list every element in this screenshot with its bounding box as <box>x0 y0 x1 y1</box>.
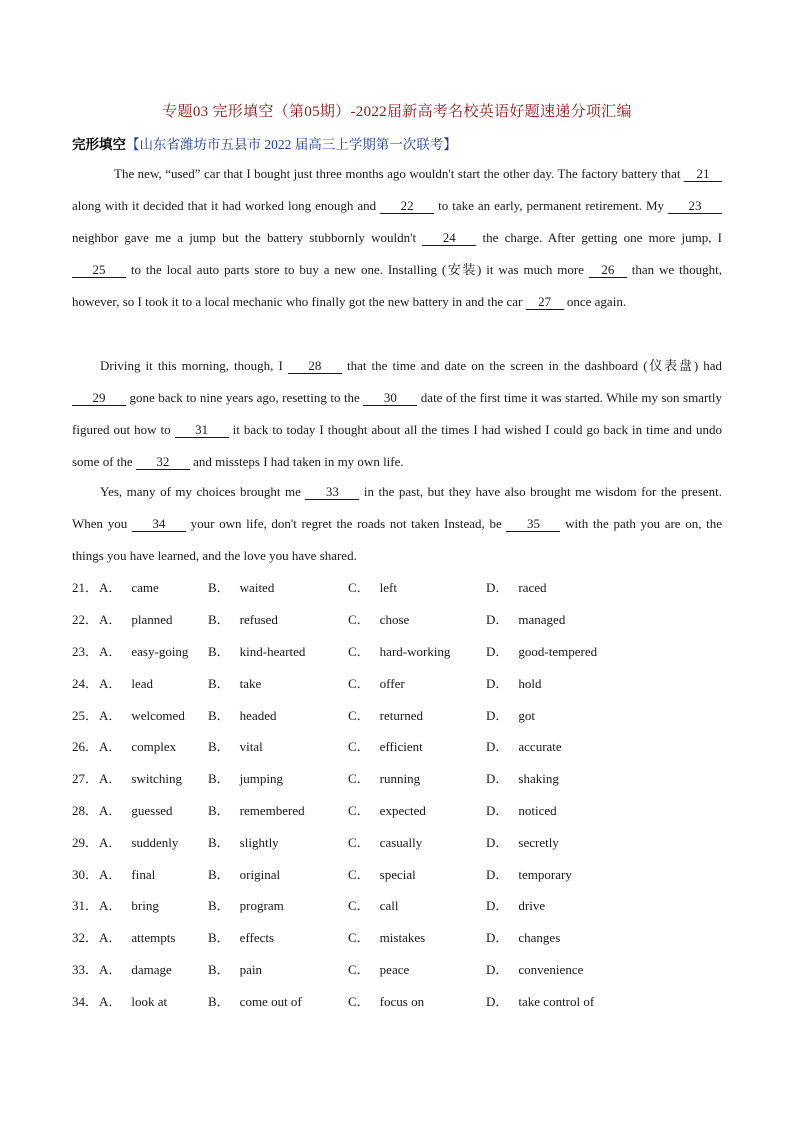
option-text: peace <box>379 961 410 977</box>
option-letter: B． <box>208 898 230 914</box>
option-letter: A． <box>99 675 122 691</box>
option-text: slightly <box>239 834 279 850</box>
option-letter: C． <box>348 580 370 596</box>
question-row <box>72 730 732 762</box>
blank-23: 23 <box>668 199 722 214</box>
option-letter: B． <box>208 961 230 977</box>
question-row <box>72 698 732 730</box>
question-row <box>72 666 732 698</box>
option-c <box>348 609 486 628</box>
option-c <box>348 768 486 787</box>
option-text: lead <box>131 675 154 691</box>
option-text: shaking <box>518 771 559 787</box>
option-letter: A． <box>99 612 122 628</box>
option-b <box>208 673 348 692</box>
blank-22: 22 <box>380 199 434 214</box>
option-text: vital <box>239 739 263 755</box>
option-letter: B． <box>208 993 230 1009</box>
option-text: original <box>239 866 281 882</box>
question-number: 23． <box>72 643 99 659</box>
option-letter: C． <box>348 612 370 628</box>
passage-text: with the path you are on, the things you have learned, and the love you have shared. <box>72 516 723 563</box>
option-text: convenience <box>518 961 584 977</box>
question-number: 21． <box>72 580 99 596</box>
option-text: noticed <box>518 802 557 818</box>
option-letter: C． <box>348 898 370 914</box>
option-text: welcomed <box>131 707 185 723</box>
option-text: got <box>518 707 536 723</box>
passage-paragraph-3 <box>72 476 722 572</box>
option-text: switching <box>131 771 182 787</box>
option-text: pain <box>239 961 263 977</box>
blank-35: 35 <box>506 517 560 532</box>
option-text: jumping <box>239 771 284 787</box>
option-d <box>486 705 686 724</box>
option-a <box>99 895 208 914</box>
option-letter: C． <box>348 739 370 755</box>
option-text: waited <box>239 580 275 596</box>
option-letter: C． <box>348 802 370 818</box>
option-c <box>348 895 486 914</box>
option-text: suddenly <box>131 834 179 850</box>
question-row <box>72 635 732 667</box>
option-a <box>99 991 208 1010</box>
option-text: complex <box>131 739 177 755</box>
option-letter: D． <box>486 993 509 1009</box>
option-letter: A． <box>99 707 122 723</box>
option-text: offer <box>379 675 405 691</box>
option-letter: B． <box>208 612 230 628</box>
option-letter: B． <box>208 739 230 755</box>
option-d <box>486 895 686 914</box>
option-a <box>99 577 208 596</box>
question-number: 22． <box>72 612 99 628</box>
question-row <box>72 857 732 889</box>
passage-text: than we thought, however, so I took it to a local mechanic who finally got the new battery in and the car <box>72 262 723 309</box>
option-a <box>99 832 208 851</box>
option-letter: A． <box>99 643 122 659</box>
question-row <box>72 825 732 857</box>
question-number: 27． <box>72 771 99 787</box>
option-text: running <box>379 771 421 787</box>
option-letter: D． <box>486 739 509 755</box>
option-letter: A． <box>99 961 122 977</box>
option-d <box>486 927 686 946</box>
passage-text: neighbor gave me a jump but the battery stubbornly wouldn't <box>72 230 417 245</box>
option-letter: D． <box>486 802 509 818</box>
option-text: attempts <box>131 930 176 946</box>
option-letter: D． <box>486 771 509 787</box>
option-letter: A． <box>99 580 122 596</box>
option-b <box>208 800 348 819</box>
option-text: focus on <box>379 993 425 1009</box>
option-letter: A． <box>99 802 122 818</box>
passage-text: The new, “used” car that I bought just three months ago wouldn't start the other day. The factory battery that <box>114 166 681 181</box>
question-row <box>72 571 732 603</box>
question-number: 25． <box>72 707 99 723</box>
option-text: easy-going <box>131 643 189 659</box>
option-letter: C． <box>348 707 370 723</box>
passage-text: to take an early, permanent retirement. My <box>438 198 665 213</box>
option-letter: C． <box>348 771 370 787</box>
passage-text: along with it decided that it had worked long enough and <box>72 198 377 213</box>
option-text: left <box>379 580 397 596</box>
question-number: 33． <box>72 961 99 977</box>
option-letter: D． <box>486 580 509 596</box>
option-c <box>348 705 486 724</box>
blank-27: 27 <box>526 295 564 310</box>
option-text: take <box>239 675 262 691</box>
option-text: bring <box>131 898 159 914</box>
option-d <box>486 800 686 819</box>
option-text: temporary <box>518 866 572 882</box>
option-letter: D． <box>486 612 509 628</box>
question-row <box>72 762 732 794</box>
option-text: come out of <box>239 993 302 1009</box>
option-text: raced <box>518 580 547 596</box>
question-number: 31． <box>72 898 99 914</box>
option-letter: A． <box>99 930 122 946</box>
option-letter: B． <box>208 771 230 787</box>
option-a <box>99 673 208 692</box>
option-text: changes <box>518 930 561 946</box>
option-c <box>348 641 486 660</box>
passage-text: it back to today I thought about all the times I had wished I could go back in time and undo some of the <box>72 422 723 469</box>
option-d <box>486 577 686 596</box>
section-header <box>72 133 457 153</box>
question-number: 29． <box>72 834 99 850</box>
option-c <box>348 991 486 1010</box>
option-letter: B． <box>208 707 230 723</box>
question-number: 30． <box>72 866 99 882</box>
option-b <box>208 768 348 787</box>
option-text: special <box>379 866 416 882</box>
option-text: casually <box>379 834 423 850</box>
option-d <box>486 864 686 883</box>
option-a <box>99 736 208 755</box>
option-text: secretly <box>518 834 559 850</box>
option-letter: B． <box>208 802 230 818</box>
option-a <box>99 800 208 819</box>
passage-paragraph-2 <box>72 350 722 478</box>
option-text: program <box>239 898 284 914</box>
option-b <box>208 641 348 660</box>
option-letter: D． <box>486 643 509 659</box>
option-a <box>99 609 208 628</box>
blank-21: 21 <box>684 167 722 182</box>
option-text: good-tempered <box>518 643 598 659</box>
option-text: drive <box>518 898 546 914</box>
question-row <box>72 984 732 1016</box>
passage-text: your own life, don't regret the roads not taken Instead, be <box>190 516 502 531</box>
option-b <box>208 577 348 596</box>
option-text: planned <box>131 612 173 628</box>
question-row <box>72 889 732 921</box>
option-text: managed <box>518 612 566 628</box>
option-letter: D． <box>486 834 509 850</box>
option-letter: A． <box>99 739 122 755</box>
option-letter: D． <box>486 930 509 946</box>
blank-28: 28 <box>288 359 342 374</box>
passage-text: date of the first time it was started. While my son smartly figured out how to <box>72 390 723 437</box>
option-text: accurate <box>518 739 562 755</box>
exam-source: 【山东省潍坊市五县市 2022 届高三上学期第一次联考】 <box>126 137 457 152</box>
option-text: mistakes <box>379 930 426 946</box>
option-text: hold <box>518 675 542 691</box>
option-c <box>348 736 486 755</box>
option-a <box>99 959 208 978</box>
option-letter: C． <box>348 866 370 882</box>
option-letter: D． <box>486 675 509 691</box>
option-c <box>348 800 486 819</box>
option-d <box>486 673 686 692</box>
question-row <box>72 921 732 953</box>
passage-text: Yes, many of my choices brought me <box>100 484 301 499</box>
option-letter: C． <box>348 930 370 946</box>
option-b <box>208 609 348 628</box>
option-text: efficient <box>379 739 423 755</box>
option-a <box>99 705 208 724</box>
option-text: kind-hearted <box>239 643 306 659</box>
option-letter: C． <box>348 961 370 977</box>
blank-24: 24 <box>422 231 476 246</box>
option-letter: D． <box>486 898 509 914</box>
option-text: chose <box>379 612 410 628</box>
option-a <box>99 864 208 883</box>
option-letter: B． <box>208 643 230 659</box>
option-letter: B． <box>208 580 230 596</box>
option-letter: A． <box>99 993 122 1009</box>
option-letter: C． <box>348 834 370 850</box>
option-text: expected <box>379 802 426 818</box>
option-b <box>208 895 348 914</box>
answer-options <box>72 571 732 1016</box>
passage-text: once again. <box>566 294 627 309</box>
option-letter: B． <box>208 866 230 882</box>
option-c <box>348 927 486 946</box>
option-letter: B． <box>208 675 230 691</box>
option-b <box>208 736 348 755</box>
option-letter: A． <box>99 898 122 914</box>
question-number: 34． <box>72 993 99 1009</box>
question-row <box>72 794 732 826</box>
option-d <box>486 768 686 787</box>
option-text: call <box>379 898 399 914</box>
option-letter: C． <box>348 643 370 659</box>
option-text: headed <box>239 707 277 723</box>
option-text: damage <box>131 961 172 977</box>
passage-text: and missteps I had taken in my own life. <box>193 454 404 469</box>
option-letter: B． <box>208 834 230 850</box>
option-letter: D． <box>486 707 509 723</box>
question-number: 28． <box>72 802 99 818</box>
document-title: 专题03 完形填空（第05期）-2022届新高考名校英语好题速递分项汇编 <box>162 104 632 120</box>
blank-34: 34 <box>132 517 186 532</box>
option-b <box>208 959 348 978</box>
question-row <box>72 603 732 635</box>
option-d <box>486 959 686 978</box>
section-label: 完形填空 <box>72 137 126 152</box>
option-d <box>486 832 686 851</box>
question-row <box>72 953 732 985</box>
option-c <box>348 959 486 978</box>
option-text: hard-working <box>379 643 451 659</box>
option-b <box>208 832 348 851</box>
blank-31: 31 <box>175 423 229 438</box>
option-text: returned <box>379 707 423 723</box>
blank-29: 29 <box>72 391 126 406</box>
option-a <box>99 768 208 787</box>
option-c <box>348 577 486 596</box>
option-letter: A． <box>99 834 122 850</box>
blank-30: 30 <box>363 391 417 406</box>
question-number: 26． <box>72 739 99 755</box>
blank-25: 25 <box>72 263 126 278</box>
passage-text: the charge. After getting one more jump, I <box>482 230 723 245</box>
option-text: guessed <box>131 802 173 818</box>
blank-26: 26 <box>589 263 627 278</box>
option-a <box>99 927 208 946</box>
option-a <box>99 641 208 660</box>
option-c <box>348 673 486 692</box>
question-number: 24． <box>72 675 99 691</box>
passage-text: that the time and date on the screen in the dashboard (仪表盘) had <box>346 358 722 373</box>
option-text: refused <box>239 612 278 628</box>
blank-32: 32 <box>136 455 190 470</box>
passage-paragraph-1 <box>72 158 722 318</box>
passage-text: in the past, but they have also brought me wisdom for the present. When you <box>72 484 723 531</box>
option-letter: A． <box>99 771 122 787</box>
option-letter: D． <box>486 961 509 977</box>
option-b <box>208 705 348 724</box>
option-d <box>486 609 686 628</box>
option-d <box>486 736 686 755</box>
option-letter: C． <box>348 675 370 691</box>
option-d <box>486 991 686 1010</box>
option-c <box>348 864 486 883</box>
option-letter: A． <box>99 866 122 882</box>
option-letter: D． <box>486 866 509 882</box>
passage-text: Driving it this morning, though, I <box>100 358 283 373</box>
blank-33: 33 <box>305 485 359 500</box>
option-text: look at <box>131 993 168 1009</box>
option-d <box>486 641 686 660</box>
option-b <box>208 991 348 1010</box>
option-text: came <box>131 580 159 596</box>
option-text: effects <box>239 930 275 946</box>
option-text: take control of <box>518 993 595 1009</box>
option-b <box>208 864 348 883</box>
option-c <box>348 832 486 851</box>
question-number: 32． <box>72 930 99 946</box>
passage-text: gone back to nine years ago, resetting to the <box>129 390 360 405</box>
option-letter: C． <box>348 993 370 1009</box>
option-letter: B． <box>208 930 230 946</box>
option-text: remembered <box>239 802 305 818</box>
option-b <box>208 927 348 946</box>
passage-text: to the local auto parts store to buy a new one. Installing (安装) it was much more <box>130 262 584 277</box>
option-text: final <box>131 866 156 882</box>
